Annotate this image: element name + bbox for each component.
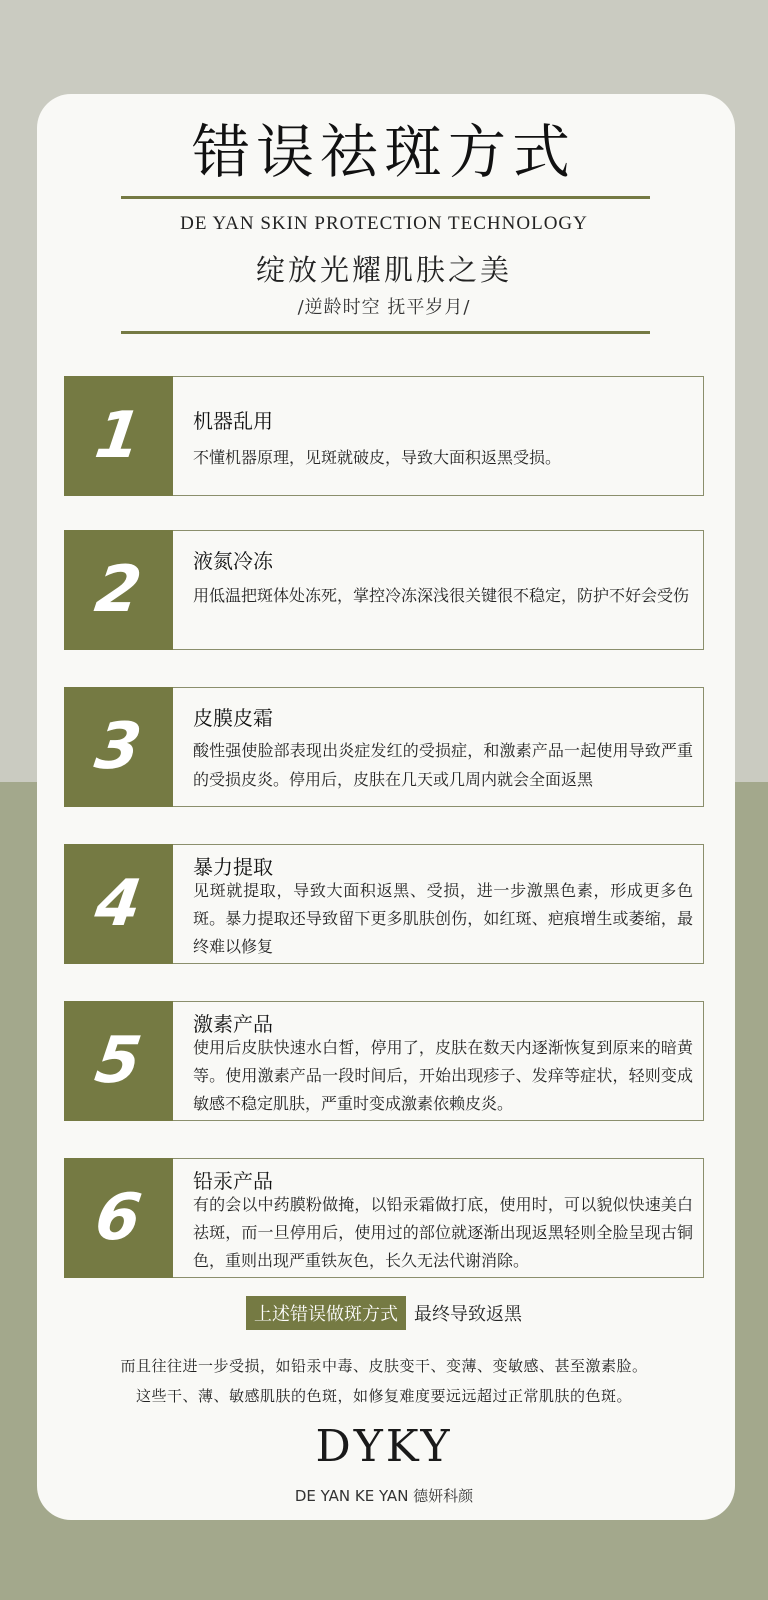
list-item [64,1001,704,1121]
item-number: 1 [91,399,146,473]
list-item [64,844,704,964]
number-badge [64,530,173,650]
brand-subtitle: DE YAN KE YAN 德妍科颜 [294,1487,474,1505]
number-badge [64,1001,173,1121]
item-title: 机器乱用 [193,409,273,433]
callout-text: 最终导致返黑 [414,1304,522,1325]
item-title: 暴力提取 [193,855,273,879]
item-number: 3 [91,710,146,784]
item-description: 见斑就提取，导致大面积返黑、受损，进一步激黑色素，形成更多色斑。暴力提取还导致留下更多肌肤创伤，如红斑、疤痕增生或萎缩，最终难以修复 [193,881,693,956]
number-badge [64,1158,173,1278]
item-number: 4 [91,867,146,941]
list-item [64,530,704,650]
footer-line-2: 这些干、薄、敏感肌肤的色斑，如修复难度要远远超过正常肌肤的色斑。 [135,1387,632,1405]
callout [0,1296,768,1330]
brand-logo: DYKY [315,1421,453,1472]
list-item [64,376,704,496]
item-number: 2 [91,553,146,627]
number-badge [64,687,173,807]
list-item [64,687,704,807]
subtitle-chinese: 绽放光耀肌肤之美 [255,253,512,287]
item-title: 激素产品 [193,1012,273,1036]
number-badge [64,844,173,964]
item-description: 不懂机器原理，见斑就破皮，导致大面积返黑受损。 [193,448,562,467]
divider-top [121,196,650,199]
subtitle-english: DE YAN SKIN PROTECTION TECHNOLOGY [180,213,588,234]
item-number: 6 [91,1181,146,1255]
item-description: 酸性强使脸部表现出炎症发红的受损症，和激素产品一起使用导致严重的受损皮炎。停用后，皮肤在几天或几周内就会全面返黑 [193,741,693,789]
item-title: 液氮冷冻 [193,549,273,573]
callout-highlight: 上述错误做斑方式 [246,1296,406,1330]
item-number: 5 [91,1024,146,1098]
list-item [64,1158,704,1278]
item-title: 皮膜皮霜 [193,706,273,730]
item-title: 铅汞产品 [193,1169,273,1193]
footer-line-1: 而且往往进一步受损，如铅汞中毒、皮肤变干、变薄、变敏感、甚至激素脸。 [120,1357,648,1375]
number-badge [64,376,173,496]
page-title: 错误祛斑方式 [191,118,576,186]
item-description: 用低温把斑体处冻死，掌控冷冻深浅很关键很不稳定，防护不好会受伤 [193,586,690,605]
item-description: 使用后皮肤快速水白皙，停用了，皮肤在数天内逐渐恢复到原来的暗黄等。使用激素产品一段时间后，开始出现疹子、发痒等症状，轻则变成敏感不稳定肌肤，严重时变成激素依赖皮炎。 [193,1038,693,1113]
divider-bottom [121,331,650,334]
item-description: 有的会以中药膜粉做掩，以铅汞霜做打底，使用时，可以貌似快速美白祛斑，而一旦停用后，使用过的部位就逐渐出现返黑轻则全脸呈现古铜色，重则出现严重铁灰色，长久无法代谢消除。 [193,1195,693,1270]
tagline: /逆龄时空 抚平岁月/ [297,297,471,318]
